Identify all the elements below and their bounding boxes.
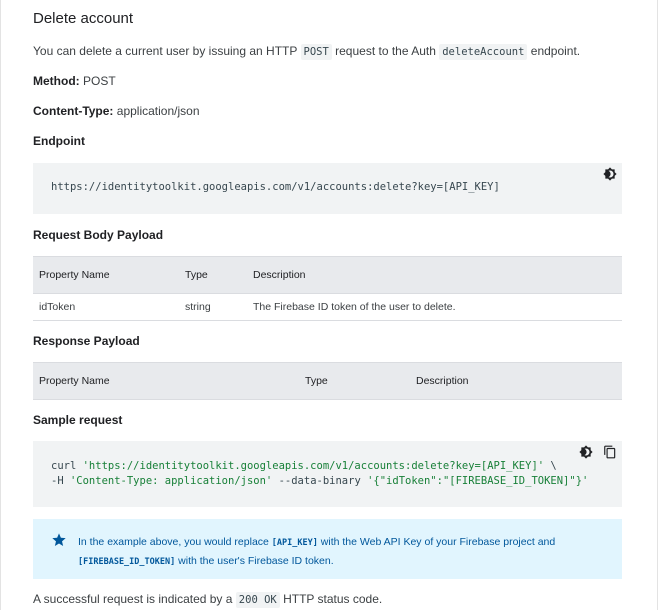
copy-icon[interactable] — [603, 445, 617, 459]
success-text: A successful request is indicated by a — [33, 592, 233, 606]
table-header-row — [33, 363, 622, 400]
intro-text: request to the Auth — [335, 44, 436, 58]
note-text — [78, 533, 598, 571]
content-type-line — [33, 104, 200, 118]
inline-code-id-token: [FIREBASE_ID_TOKEN] — [78, 557, 176, 567]
code-token: --data-binary — [272, 475, 368, 487]
code-string: '{"idToken":"[FIREBASE_ID_TOKEN]"}' — [367, 475, 589, 487]
sample-code-block — [33, 441, 622, 507]
code-string: 'https://identitytoolkit.googleapis.com/v1/accounts:delete?key=[API_KEY]' — [82, 460, 545, 472]
code-token: curl — [51, 460, 83, 472]
endpoint-url: https://identitytoolkit.googleapis.com/v1/accounts:delete?key=[API_KEY] — [51, 181, 500, 193]
intro-text: endpoint. — [530, 44, 581, 58]
table-row — [33, 294, 622, 321]
inline-code-api-key: [API_KEY] — [271, 538, 318, 548]
code-line-2 — [51, 475, 588, 487]
inline-code-method: POST — [301, 44, 332, 60]
dark-mode-toggle-icon[interactable] — [579, 445, 593, 459]
code-line-1 — [51, 460, 557, 472]
content-type-label: Content-Type: — [33, 104, 114, 118]
table-header-row — [33, 257, 622, 294]
endpoint-code-block — [33, 163, 622, 214]
intro-paragraph — [33, 44, 580, 58]
sample-request-heading: Sample request — [33, 413, 123, 427]
inline-code-endpoint: deleteAccount — [439, 44, 527, 60]
note-text-part: In the example above, you would replace — [78, 536, 269, 548]
code-string: 'Content-Type: application/json' — [69, 475, 273, 487]
column-header: Description — [247, 257, 622, 294]
code-token: -H — [51, 475, 70, 487]
method-line — [33, 74, 116, 88]
info-note — [33, 519, 622, 579]
request-body-heading: Request Body Payload — [33, 228, 164, 242]
endpoint-heading: Endpoint — [33, 134, 85, 148]
table-cell: string — [179, 294, 247, 321]
success-paragraph — [33, 592, 382, 606]
content-type-value: application/json — [116, 104, 200, 118]
dark-mode-toggle-icon[interactable] — [603, 167, 617, 181]
note-text-part: with the Web API Key of your Firebase project and — [320, 536, 556, 548]
column-header: Type — [179, 257, 247, 294]
code-token: \ — [544, 460, 557, 472]
note-text-part: with the user's Firebase ID token. — [178, 555, 334, 567]
response-heading: Response Payload — [33, 334, 140, 348]
success-text: HTTP status code. — [283, 592, 383, 606]
request-body-table — [33, 256, 622, 321]
page-title: Delete account — [33, 10, 134, 27]
intro-text: You can delete a current user by issuing an HTTP — [33, 44, 298, 58]
response-table — [33, 362, 622, 400]
method-label: Method: — [33, 74, 80, 88]
column-header: Type — [299, 363, 410, 400]
table-cell: idToken — [33, 294, 179, 321]
star-icon — [51, 532, 67, 548]
column-header: Property Name — [33, 257, 179, 294]
inline-code-status: 200 OK — [236, 592, 280, 608]
table-cell: The Firebase ID token of the user to delete. — [247, 294, 622, 321]
method-value: POST — [83, 74, 116, 88]
column-header: Property Name — [33, 363, 299, 400]
column-header: Description — [410, 363, 622, 400]
